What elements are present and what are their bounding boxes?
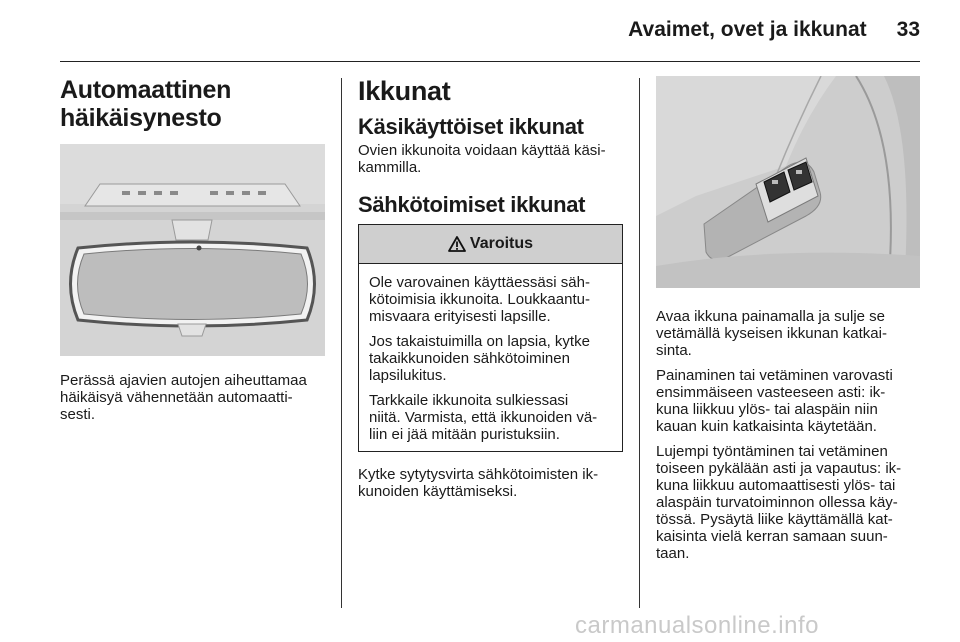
header-title: Avaimet, ovet ja ikkunat bbox=[628, 18, 867, 41]
window-operation-text: Painaminen tai vetäminen varovasti ensimmäiseen vasteeseen asti: ik- kuna liikkuu ylös- tai alaspäin niin kauan kuin katkaisinta käytetään. bbox=[656, 367, 893, 435]
column-1 bbox=[60, 76, 325, 423]
rear-view-mirror-icon bbox=[60, 144, 325, 356]
header-rule bbox=[60, 61, 920, 62]
window-switch-icon bbox=[656, 76, 920, 288]
warning-body bbox=[359, 264, 622, 451]
page-number: 33 bbox=[896, 18, 920, 41]
window-operation-text: Avaa ikkuna painamalla ja sulje se vetämällä kyseisen ikkunan katkai- sinta. bbox=[656, 308, 887, 359]
warning-paragraph: Tarkkaile ikkunoita sulkiessasi niitä. Varmista, että ikkunoiden vä- liin ei jää mitään puristuksiin. bbox=[369, 392, 598, 443]
column-3 bbox=[656, 76, 921, 562]
ignition-note: Kytke sytytysvirta sähkötoimisten ik- kunoiden käyttämiseksi. bbox=[358, 466, 599, 500]
section-heading-windows: Ikkunat bbox=[358, 76, 451, 106]
window-switch-illustration bbox=[656, 76, 920, 288]
warning-box bbox=[358, 224, 623, 452]
watermark: carmanualsonline.info bbox=[575, 612, 819, 639]
page-header bbox=[60, 14, 920, 46]
window-operation-text: Lujempi työntäminen tai vetäminen toiseen pykälään asti ja vapautus: ik- kuna liikkuu automaattisesti ylös- tai alaspäin turvatoiminnon ollessa käy- tössä. Pysäytä liike käyttämällä kat- kaisinta vielä kerran samaan suun- taan. bbox=[656, 443, 902, 562]
column-divider-2 bbox=[639, 78, 640, 608]
section-heading-glare: Automaattinen häikäisynesto bbox=[60, 76, 232, 132]
manual-windows-text: Ovien ikkunoita voidaan käyttää käsi- kammilla. bbox=[358, 142, 606, 176]
subheading-manual-windows: Käsikäyttöiset ikkunat bbox=[358, 114, 584, 139]
glare-description: Perässä ajavien autojen aiheuttamaa häikäisyä vähennetään automaatti- sesti. bbox=[60, 372, 307, 423]
warning-paragraph: Ole varovainen käyttäessäsi säh- kötoimisia ikkunoita. Loukkaantu- misvaara erityisesti lapsille. bbox=[369, 274, 590, 325]
warning-paragraph: Jos takaistuimilla on lapsia, kytke takaikkunoiden sähkötoiminen lapsilukitus. bbox=[369, 333, 590, 384]
warning-header bbox=[359, 225, 622, 264]
warning-triangle-icon bbox=[448, 236, 466, 252]
rear-view-mirror-illustration bbox=[60, 144, 325, 356]
warning-title: Varoitus bbox=[469, 235, 534, 252]
subheading-power-windows: Sähkötoimiset ikkunat bbox=[358, 192, 586, 217]
column-2 bbox=[358, 76, 623, 500]
column-divider-1 bbox=[341, 78, 342, 608]
